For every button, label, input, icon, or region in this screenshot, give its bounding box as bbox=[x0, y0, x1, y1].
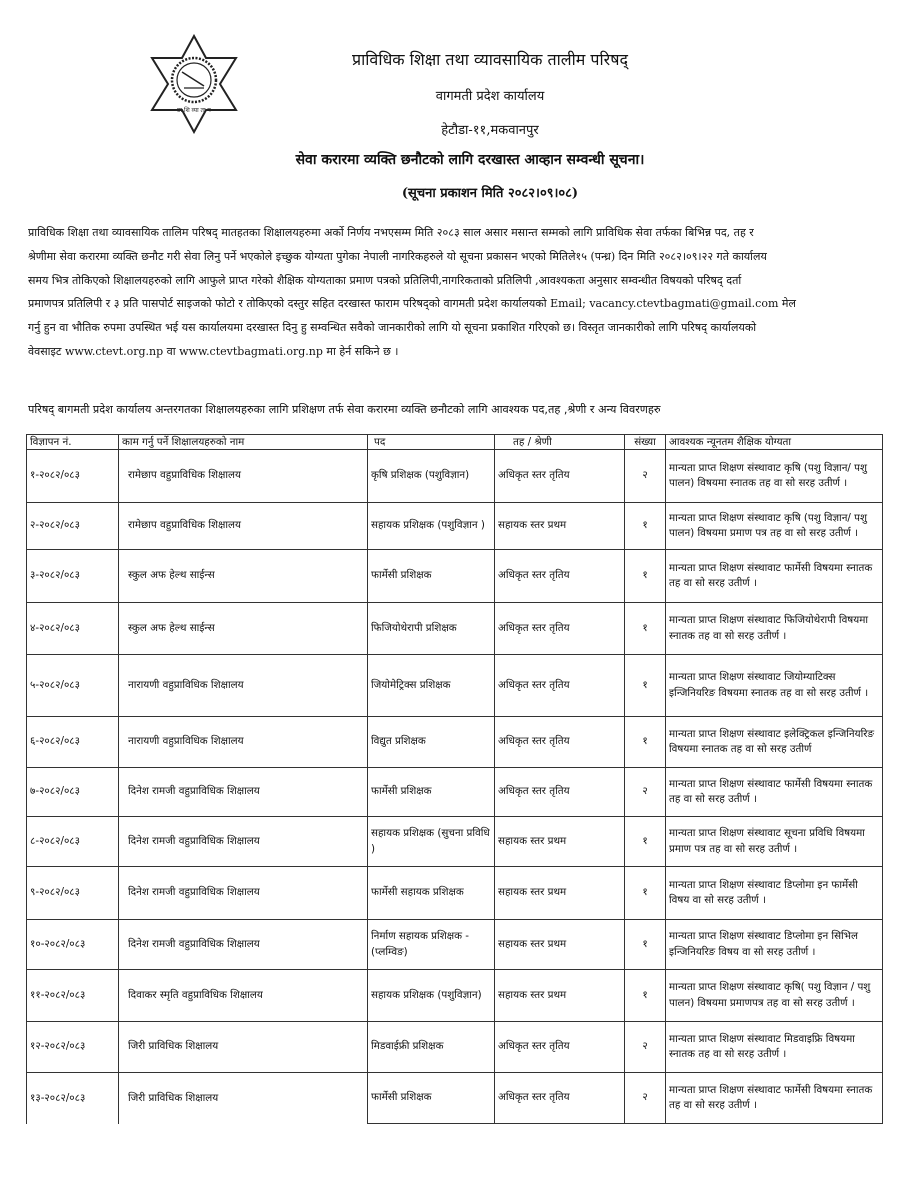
cell-school-name: स्कुल अफ हेल्थ साईन्स bbox=[119, 550, 368, 603]
cell-school-name: जिरी प्राविधिक शिक्षालय bbox=[119, 1022, 368, 1073]
cell-count: १ bbox=[625, 655, 666, 717]
cell-count: १ bbox=[625, 603, 666, 655]
cell-level: अधिकृत स्तर तृतिय bbox=[495, 1022, 625, 1073]
table-body bbox=[27, 450, 883, 1124]
cell-count: १ bbox=[625, 717, 666, 768]
table-row bbox=[27, 655, 883, 717]
cell-qualification: मान्यता प्राप्त शिक्षण संस्थावाट कृषि (पशु विज्ञान/ पशु पालन) विषयमा प्रमाण पत्र तह वा सो सरह उतीर्ण । bbox=[666, 503, 883, 550]
cell-ad-number: ११-२०८२/०८३ bbox=[27, 970, 119, 1022]
table-row bbox=[27, 970, 883, 1022]
org-name: प्राविधिक शिक्षा तथा व्यावसायिक तालीम परिषद् bbox=[352, 50, 628, 69]
cell-ad-number: ७-२०८२/०८३ bbox=[27, 768, 119, 817]
vacancy-table bbox=[26, 434, 883, 1124]
cell-count: २ bbox=[625, 450, 666, 503]
cell-qualification: मान्यता प्राप्त शिक्षण संस्थावाट फार्मेसी विषयमा स्नातक तह वा सो सरह उतीर्ण । bbox=[666, 768, 883, 817]
cell-count: १ bbox=[625, 920, 666, 970]
cell-ad-number: ६-२०८२/०८३ bbox=[27, 717, 119, 768]
cell-post: फार्मेसी सहायक प्रशिक्षक bbox=[368, 867, 495, 920]
cell-school-name: नारायणी वहुप्राविधिक शिक्षालय bbox=[119, 717, 368, 768]
cell-level: अधिकृत स्तर तृतिय bbox=[495, 768, 625, 817]
cell-level: अधिकृत स्तर तृतिय bbox=[495, 603, 625, 655]
cell-post: सहायक प्रशिक्षक (पशुविज्ञान) bbox=[368, 970, 495, 1022]
svg-text:प्रा शि व्या ता प: प्रा शि व्या ता प bbox=[177, 107, 211, 114]
cell-school-name: जिरी प्राविधिक शिक्षालय bbox=[119, 1073, 368, 1124]
cell-post: सहायक प्रशिक्षक (पशुविज्ञान ) bbox=[368, 503, 495, 550]
cell-qualification: मान्यता प्राप्त शिक्षण संस्थावाट सूचना प्रविधि विषयमा प्रमाण पत्र तह वा सो सरह उतीर्ण । bbox=[666, 817, 883, 867]
cell-post: फार्मेसी प्रशिक्षक bbox=[368, 768, 495, 817]
cell-count: १ bbox=[625, 817, 666, 867]
cell-level: अधिकृत स्तर तृतिय bbox=[495, 450, 625, 503]
cell-ad-number: १-२०८२/०८३ bbox=[27, 450, 119, 503]
cell-ad-number: ५-२०८२/०८३ bbox=[27, 655, 119, 717]
cell-post: मिडवाईफ्री प्रशिक्षक bbox=[368, 1022, 495, 1073]
cell-level: सहायक स्तर प्रथम bbox=[495, 970, 625, 1022]
cell-qualification: मान्यता प्राप्त शिक्षण संस्थावाट कृषि( पशु विज्ञान / पशु पालन) विषयमा प्रमाणपत्र तह वा सो सरह उतीर्ण । bbox=[666, 970, 883, 1022]
body-line: समय भित्र तोकिएको शिक्षालयहरुको लागि आफुले प्राप्त गरेको शैक्षिक योग्यताका प्रमाण पत्रको प्रतिलिपी,नागरिकताको प्रतिलिपी ,आवश्यकता अनुसार सम्वन्धीत विषयको परिषद् दर्ता bbox=[28, 273, 742, 287]
table-row bbox=[27, 603, 883, 655]
cell-qualification: मान्यता प्राप्त शिक्षण संस्थावाट फिजियोथेरापी विषयमा स्नातक तह वा सो सरह उतीर्ण । bbox=[666, 603, 883, 655]
cell-level: अधिकृत स्तर तृतिय bbox=[495, 717, 625, 768]
cell-post: जियोमेट्रिक्स प्रशिक्षक bbox=[368, 655, 495, 717]
cell-count: १ bbox=[625, 867, 666, 920]
cell-post: कृषि प्रशिक्षक (पशुविज्ञान) bbox=[368, 450, 495, 503]
cell-ad-number: १२-२०८२/०८३ bbox=[27, 1022, 119, 1073]
body-line: गर्नु हुन वा भौतिक रुपमा उपस्थित भई यस कार्यालयमा दरखास्त दिनु हु सम्वन्धित सवैको जानकारीको लागि यो सूचना प्रकाशित गरिएको छ। विस्तृत जानकारीको लागि परिषद् कार्यालयको bbox=[28, 321, 757, 335]
cell-post: निर्माण सहायक प्रशिक्षक -(प्लम्विङ) bbox=[368, 920, 495, 970]
table-row bbox=[27, 550, 883, 603]
cell-level: सहायक स्तर प्रथम bbox=[495, 503, 625, 550]
cell-post: फार्मेसी प्रशिक्षक bbox=[368, 550, 495, 603]
table-caption: परिषद् बागमती प्रदेश कार्यालय अन्तरगतका शिक्षालयहरुका लागि प्रशिक्षण तर्फ सेवा करारमा व्यक्ति छनौटको लागि आवश्यक पद,तह ,श्रेणी र अन्य विवरणहरु bbox=[28, 403, 661, 416]
ctevt-logo bbox=[148, 34, 240, 134]
table-row bbox=[27, 867, 883, 920]
cell-count: २ bbox=[625, 1073, 666, 1124]
notice-title: सेवा करारमा व्यक्ति छनौटको लागि दरखास्त आव्हान सम्वन्धी सूचना। bbox=[295, 152, 645, 168]
cell-ad-number: १०-२०८२/०८३ bbox=[27, 920, 119, 970]
cell-ad-number: १३-२०८२/०८३ bbox=[27, 1073, 119, 1124]
cell-level: अधिकृत स्तर तृतिय bbox=[495, 550, 625, 603]
cell-school-name: स्कुल अफ हेल्थ साईन्स bbox=[119, 603, 368, 655]
cell-ad-number: ९-२०८२/०८३ bbox=[27, 867, 119, 920]
cell-school-name: रामेछाप वहुप्राविधिक शिक्षालय bbox=[119, 503, 368, 550]
cell-school-name: दिवाकर स्मृति वहुप्राविधिक शिक्षालय bbox=[119, 970, 368, 1022]
cell-post: सहायक प्रशिक्षक (सुचना प्रविधि ) bbox=[368, 817, 495, 867]
cell-post: फिजियोथेरापी प्रशिक्षक bbox=[368, 603, 495, 655]
cell-school-name: दिनेश रामजी वहुप्राविधिक शिक्षालय bbox=[119, 768, 368, 817]
cell-count: २ bbox=[625, 768, 666, 817]
table-row bbox=[27, 768, 883, 817]
cell-school-name: दिनेश रामजी वहुप्राविधिक शिक्षालय bbox=[119, 867, 368, 920]
cell-qualification: मान्यता प्राप्त शिक्षण संस्थावाट फार्मेसी विषयमा स्नातक तह वा सो सरह उतीर्ण । bbox=[666, 1073, 883, 1124]
cell-school-name: दिनेश रामजी वहुप्राविधिक शिक्षालय bbox=[119, 920, 368, 970]
body-line: प्रमाणपत्र प्रतिलिपी र ३ प्रति पासपोर्ट साइजको फोटो र तोकिएको दस्तुर सहित दरखास्त फाराम परिषद्को वागमती प्रदेश कार्यालयको Email; vacancy.ctevtbagmati@gmail.com मेल bbox=[28, 297, 796, 311]
table-row bbox=[27, 920, 883, 970]
body-line: वेवसाइट www.ctevt.org.np वा www.ctevtbagmati.org.np मा हेर्न सकिने छ । bbox=[28, 344, 399, 358]
cell-ad-number: ४-२०८२/०८३ bbox=[27, 603, 119, 655]
header-school: काम गर्नु पर्ने शिक्षालयहरुको नाम bbox=[119, 435, 368, 450]
header-qualification: आवश्यक न्यूनतम शैक्षिक योग्यता bbox=[666, 435, 883, 450]
cell-qualification: मान्यता प्राप्त शिक्षण संस्थावाट डिप्लोमा इन सिभिल इन्जिनियरिङ विषय वा सो सरह उतीर्ण । bbox=[666, 920, 883, 970]
cell-count: १ bbox=[625, 550, 666, 603]
notice-body bbox=[28, 221, 888, 364]
table-row bbox=[27, 503, 883, 550]
body-line: श्रेणीमा सेवा करारमा व्यक्ति छनौट गरी सेवा लिनु पर्ने भएकोले इच्छुक योग्यता पुगेका नेपाली नागरिकहरुले यो सूचना प्रकासन भएको मितिले१५ (पन्ध्र) दिन मिति २०८२।०९।२२ गते कार्यालय bbox=[28, 249, 767, 263]
cell-qualification: मान्यता प्राप्त शिक्षण संस्थावाट फार्मेसी विषयमा स्नातक तह वा सो सरह उतीर्ण । bbox=[666, 550, 883, 603]
cell-school-name: रामेछाप वहुप्राविधिक शिक्षालय bbox=[119, 450, 368, 503]
office-address: हेटौडा-११,मकवानपुर bbox=[441, 123, 539, 138]
cell-qualification: मान्यता प्राप्त शिक्षण संस्थावाट डिप्लोमा इन फार्मेसी विषय वा सो सरह उतीर्ण । bbox=[666, 867, 883, 920]
cell-ad-number: ३-२०८२/०८३ bbox=[27, 550, 119, 603]
cell-qualification: मान्यता प्राप्त शिक्षण संस्थावाट इलेक्ट्रिकल इन्जिनियरिङ विषयमा स्नातक तह वा सो सरह उतीर्ण bbox=[666, 717, 883, 768]
header-post: पद bbox=[368, 435, 495, 450]
cell-qualification: मान्यता प्राप्त शिक्षण संस्थावाट कृषि (पशु विज्ञान/ पशु पालन) विषयमा स्नातक तह वा सो सरह उतीर्ण । bbox=[666, 450, 883, 503]
cell-qualification: मान्यता प्राप्त शिक्षण संस्थावाट मिडवाइफ्रि विषयमा स्नातक तह वा सो सरह उतीर्ण । bbox=[666, 1022, 883, 1073]
cell-level: सहायक स्तर प्रथम bbox=[495, 817, 625, 867]
cell-ad-number: २-२०८२/०८३ bbox=[27, 503, 119, 550]
table-row bbox=[27, 450, 883, 503]
office-name: वागमती प्रदेश कार्यालय bbox=[435, 89, 545, 104]
cell-level: अधिकृत स्तर तृतिय bbox=[495, 1073, 625, 1124]
publish-date: (सूचना प्रकाशन मिति २०८२।०९।०८) bbox=[401, 186, 579, 201]
cell-level: सहायक स्तर प्रथम bbox=[495, 920, 625, 970]
table-row bbox=[27, 717, 883, 768]
table-row bbox=[27, 1073, 883, 1124]
cell-post: विद्युत प्रशिक्षक bbox=[368, 717, 495, 768]
cell-school-name: दिनेश रामजी वहुप्राविधिक शिक्षालय bbox=[119, 817, 368, 867]
cell-level: अधिकृत स्तर तृतिय bbox=[495, 655, 625, 717]
cell-qualification: मान्यता प्राप्त शिक्षण संस्थावाट जियोम्याटिक्स इन्जिनियरिङ विषयमा स्नातक तह वा सो सरह उतीर्ण । bbox=[666, 655, 883, 717]
header-count: संख्या bbox=[625, 435, 666, 450]
cell-count: १ bbox=[625, 503, 666, 550]
table-header-row bbox=[27, 435, 883, 450]
header-ad-no: विज्ञापन नं. bbox=[27, 435, 119, 450]
cell-post: फार्मेसी प्रशिक्षक bbox=[368, 1073, 495, 1124]
cell-count: २ bbox=[625, 1022, 666, 1073]
cell-count: १ bbox=[625, 970, 666, 1022]
cell-school-name: नारायणी वहुप्राविधिक शिक्षालय bbox=[119, 655, 368, 717]
table-row bbox=[27, 817, 883, 867]
header-level: तह / श्रेणी bbox=[495, 435, 625, 450]
cell-ad-number: ८-२०८२/०८३ bbox=[27, 817, 119, 867]
cell-level: सहायक स्तर प्रथम bbox=[495, 867, 625, 920]
body-line: प्राविधिक शिक्षा तथा व्यावसायिक तालिम परिषद् मातहतका शिक्षालयहरुमा अर्को निर्णय नभएसम्म मिति २०८३ साल असार मसान्त सम्मको लागि प्राविधिक सेवा तर्फका बिभिन्न पद, तह र bbox=[28, 226, 754, 239]
table-row bbox=[27, 1022, 883, 1073]
